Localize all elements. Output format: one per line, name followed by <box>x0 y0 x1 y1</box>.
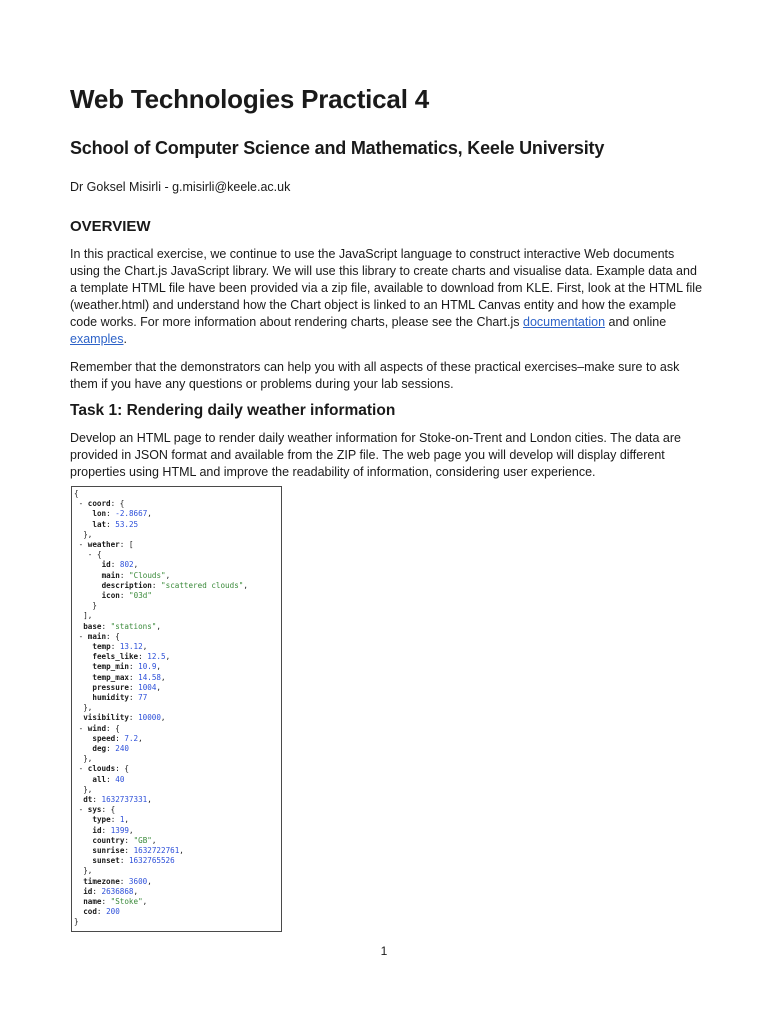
json-value: 14.58 <box>138 672 161 682</box>
json-punct: - <box>78 723 88 733</box>
json-punct: }, <box>83 866 93 876</box>
json-colon: : <box>119 876 129 886</box>
json-value: "03d" <box>129 591 152 600</box>
json-punct: - <box>78 499 88 509</box>
json-code-line <box>83 887 138 897</box>
json-punct: , <box>156 662 161 672</box>
json-punct: - { <box>87 550 102 560</box>
json-key: country <box>92 835 125 845</box>
json-punct: , <box>151 835 157 845</box>
json-colon: : <box>96 907 107 917</box>
json-punct: : { <box>101 805 116 815</box>
json-colon: : <box>128 662 139 672</box>
json-code-line <box>83 530 92 540</box>
json-key: clouds <box>87 764 116 774</box>
json-punct: } <box>92 601 97 611</box>
json-colon: : <box>128 672 139 682</box>
json-punct: : { <box>106 631 120 641</box>
json-colon: : <box>101 825 111 835</box>
json-colon: : <box>110 560 120 570</box>
json-colon: : <box>110 815 120 825</box>
json-code-line <box>92 856 174 866</box>
examples-link[interactable]: examples <box>70 332 124 346</box>
json-value: 53.25 <box>115 519 139 529</box>
json-code-line <box>92 693 147 703</box>
json-key: temp_min <box>92 662 129 672</box>
json-code-line <box>83 897 147 907</box>
json-punct: , <box>138 733 143 743</box>
json-code-line <box>83 795 152 805</box>
json-code-line <box>83 611 92 621</box>
json-punct: , <box>160 672 166 682</box>
json-colon: : <box>106 509 116 519</box>
json-key: type <box>92 815 111 825</box>
json-punct: - <box>78 805 88 815</box>
json-value: "scattered clouds" <box>161 580 244 590</box>
json-colon: : <box>119 856 129 866</box>
json-code-line <box>102 591 152 601</box>
json-punct: , <box>133 886 139 896</box>
json-key: description <box>101 580 152 590</box>
json-value: 1004 <box>138 682 157 692</box>
json-punct: , <box>156 682 161 692</box>
json-punct: }, <box>83 784 93 794</box>
json-value: 13.12 <box>119 642 143 651</box>
json-code-line <box>79 632 120 642</box>
json-value: 77 <box>138 693 148 702</box>
overview-text-end: . <box>123 332 127 346</box>
json-value: "Clouds" <box>129 570 166 580</box>
overview-text: In this practical exercise, we continue to use the JavaScript language to construct interactive Web documents using the Chart.js JavaScript library. We will use this library to create charts and visualise data. Example data and a template HTML file have been provided via a zip file, available to download from KLE. First, look at the HTML file (weather.html) and understand how the Chart object is linked to an HTML Canvas entity and how the example code works. For more information about rendering charts, please see the Chart.js <box>70 247 703 329</box>
json-colon: : <box>124 835 134 845</box>
json-colon: : <box>119 570 130 580</box>
json-colon: : <box>128 713 139 723</box>
page-title: Web Technologies Practical 4 <box>70 84 429 114</box>
json-key: timezone <box>83 876 120 886</box>
json-colon: : <box>92 795 102 804</box>
json-key: speed <box>92 733 116 743</box>
json-value: 12.5 <box>147 652 166 662</box>
json-value: 3600 <box>128 876 148 886</box>
json-code-line <box>83 754 92 764</box>
json-colon: : <box>101 897 111 906</box>
json-key: deg <box>92 744 107 753</box>
json-value: 1632765526 <box>128 856 175 866</box>
json-code-line <box>92 775 124 785</box>
page-subtitle: School of Computer Science and Mathematics, Keele University <box>70 138 605 158</box>
json-colon: : <box>106 519 116 529</box>
json-key: weather <box>87 540 120 549</box>
json-key: feels_like <box>92 652 139 662</box>
json-value: 2636868 <box>101 886 134 896</box>
json-punct: }, <box>83 754 93 764</box>
json-punct: , <box>142 897 148 906</box>
json-code-line <box>83 713 165 723</box>
json-code-line <box>102 581 248 591</box>
json-punct: - <box>78 764 88 774</box>
task1-paragraph: Develop an HTML page to render daily weather information for Stoke-on-Trent and London cities. The data are provided in JSON format and available from the ZIP file. The web page you will develop will display different properties using HTML and improve the readability of information, considering user experience. <box>70 431 681 479</box>
json-punct: , <box>160 713 166 723</box>
json-key: dt <box>83 795 93 804</box>
documentation-link[interactable]: documentation <box>523 315 606 329</box>
overview-paragraph <box>70 246 706 348</box>
json-value: 1399 <box>110 825 129 835</box>
json-colon: : <box>115 733 125 743</box>
json-code-line <box>92 601 97 611</box>
json-key: id <box>101 560 111 570</box>
json-code-line <box>83 907 120 917</box>
author-line: Dr Goksel Misirli - g.misirli@keele.ac.uk <box>70 180 291 194</box>
json-code-line <box>92 846 183 856</box>
json-key: sunset <box>92 856 120 866</box>
json-code-line <box>102 571 171 581</box>
demonstrators-paragraph: Remember that the demonstrators can help you with all aspects of these practical exercises–make sure to ask them if you have any questions or problems during your lab sessions. <box>70 360 680 391</box>
json-code-line <box>92 662 161 672</box>
json-code-line <box>102 560 139 570</box>
json-value: 10000 <box>138 713 161 723</box>
json-key: visibility <box>83 713 129 723</box>
json-key: all <box>92 774 107 784</box>
json-punct: , <box>165 570 171 580</box>
json-code-line <box>92 815 129 825</box>
json-code-line <box>92 652 170 662</box>
json-colon: : <box>106 744 116 753</box>
json-code-line <box>79 724 120 734</box>
json-punct: : { <box>115 764 129 774</box>
json-punct: : { <box>106 723 120 733</box>
json-code-line <box>79 764 129 774</box>
json-key: temp_max <box>92 672 129 682</box>
json-colon: : <box>124 846 134 855</box>
json-punct: }, <box>83 703 93 713</box>
json-punct: }, <box>83 529 93 539</box>
json-value: 10.9 <box>138 662 157 672</box>
json-punct: , <box>129 825 134 835</box>
json-key: sunrise <box>92 846 125 855</box>
json-code-line <box>92 744 129 754</box>
json-colon: : <box>151 580 162 590</box>
json-value: -2.8667 <box>115 509 148 519</box>
json-value: "stations" <box>110 621 157 631</box>
json-key: coord <box>87 499 111 509</box>
json-colon: : <box>138 652 148 662</box>
json-punct: : [ <box>119 540 134 549</box>
json-key: humidity <box>92 693 129 702</box>
json-code-line <box>74 489 79 499</box>
json-punct: , <box>156 621 161 631</box>
json-code-line <box>92 673 165 683</box>
json-colon: : <box>119 591 130 600</box>
json-value: 40 <box>115 774 125 784</box>
overview-text-mid: and online <box>608 315 667 329</box>
json-colon: : <box>128 693 139 702</box>
json-key: base <box>83 621 102 631</box>
json-key: wind <box>87 723 107 733</box>
json-code-line <box>74 917 79 927</box>
page-number: 1 <box>380 944 388 958</box>
json-value: 240 <box>115 744 129 753</box>
json-value: 200 <box>106 907 120 917</box>
json-key: lon <box>92 509 107 519</box>
json-code-line <box>79 805 116 815</box>
json-colon: : <box>106 774 116 784</box>
json-code-line <box>92 734 142 744</box>
json-punct: , <box>179 846 184 855</box>
json-colon: : <box>92 886 102 896</box>
json-key: temp <box>92 642 111 651</box>
task1-heading: Task 1: Rendering daily weather information <box>70 402 396 419</box>
json-code-line <box>83 866 92 876</box>
json-code-line <box>83 622 161 632</box>
json-value: 1 <box>119 815 125 825</box>
json-code-line <box>83 877 152 887</box>
json-punct: , <box>124 815 129 825</box>
json-colon: : <box>110 642 120 651</box>
json-punct: , <box>133 560 139 570</box>
json-punct: , <box>165 652 171 662</box>
json-key: main <box>101 570 120 580</box>
json-punct: : { <box>110 499 125 509</box>
json-code-line <box>88 550 102 560</box>
json-code-line <box>92 642 147 652</box>
json-value: 7.2 <box>124 733 139 743</box>
json-key: id <box>83 886 93 896</box>
json-key: pressure <box>92 682 129 692</box>
json-code-line <box>92 520 138 530</box>
json-key: sys <box>87 805 102 815</box>
json-punct: ], <box>83 611 93 621</box>
json-code-line <box>92 509 151 519</box>
json-punct: } <box>74 917 79 927</box>
json-colon: : <box>128 682 139 692</box>
json-code-line <box>92 836 156 846</box>
json-punct: , <box>142 642 148 651</box>
json-value: 1632737331 <box>101 795 148 804</box>
json-key: lat <box>92 519 107 529</box>
json-code-line <box>92 826 133 836</box>
overview-heading: OVERVIEW <box>70 218 151 235</box>
json-code-line <box>92 683 161 693</box>
json-punct: , <box>147 509 152 519</box>
json-key: icon <box>101 591 120 600</box>
json-value: "GB" <box>133 835 152 845</box>
json-punct: - <box>78 631 88 641</box>
json-value: 802 <box>119 560 134 570</box>
json-code-line <box>79 499 125 509</box>
json-punct: { <box>74 489 79 498</box>
json-key: name <box>83 897 102 906</box>
json-code-box <box>71 486 282 932</box>
json-value: 1632722761 <box>133 846 180 855</box>
json-key: id <box>92 825 102 835</box>
json-code-line <box>83 703 92 713</box>
json-punct: , <box>147 876 152 886</box>
json-value: "Stoke" <box>110 897 143 906</box>
json-punct: - <box>78 540 88 549</box>
json-punct: , <box>147 795 152 804</box>
json-key: main <box>87 631 107 641</box>
json-code-line <box>83 785 92 795</box>
json-colon: : <box>101 621 111 631</box>
json-key: cod <box>83 907 97 917</box>
json-punct: , <box>243 580 248 590</box>
json-code-line <box>79 540 134 550</box>
